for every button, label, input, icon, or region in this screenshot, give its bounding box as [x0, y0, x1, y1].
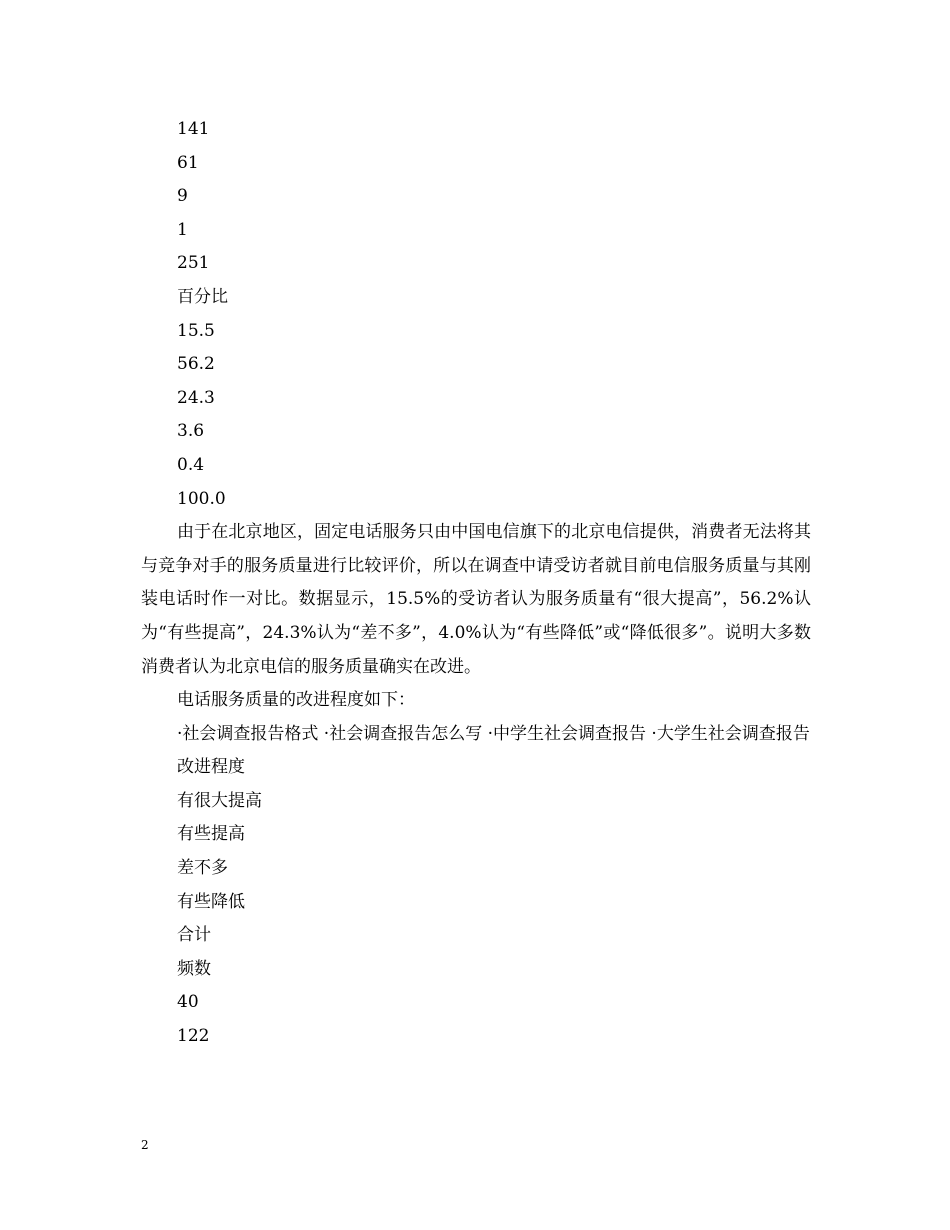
body-paragraph: 由于在北京地区，固定电话服务只由中国电信旗下的北京电信提供，消费者无法将其与竞争对手的服务质量进行比较评价，所以在调查中请受访者就目前电信服务质量与其刚装电话时作一对比。数据显示，15.5%的受访者认为服务质量有“很大提高”，56.2%认为“有些提高”，24.3%认为“差不多”，4.0%认为“有些降低”或“降低很多”。说明大多数消费者认为北京电信的服务质量确实在改进。 [141, 522, 811, 677]
text-line: 有些提高 [177, 824, 245, 845]
text-line: 百分比 [177, 286, 228, 307]
text-line: 3.6 [177, 421, 205, 442]
text-line: 9 [177, 186, 188, 207]
text-line: 100.0 [177, 488, 226, 509]
page-number: 2 [141, 1138, 149, 1152]
text-line: 24.3 [177, 387, 215, 408]
text-line: 15.5 [177, 320, 215, 341]
intro-paragraph: 电话服务质量的改进程度如下： [177, 690, 415, 711]
text-line: 频数 [177, 958, 211, 979]
text-line: 1 [177, 219, 188, 240]
text-line: 251 [177, 253, 210, 274]
text-line: 差不多 [177, 858, 228, 879]
text-line: 122 [177, 1026, 210, 1047]
text-line: 有很大提高 [177, 790, 262, 811]
document-body [141, 113, 811, 1054]
text-line: 改进程度 [177, 757, 245, 778]
text-line: 141 [177, 119, 210, 139]
text-line: 56.2 [177, 354, 215, 375]
text-line: 40 [177, 992, 199, 1013]
text-line: 合计 [177, 925, 211, 946]
related-links[interactable]: ·社会调查报告格式 ·社会调查报告怎么写 ·中学生社会调查报告 ·大学生社会调查报告 [177, 723, 810, 744]
text-line: 有些降低 [177, 891, 245, 912]
text-line: 0.4 [177, 454, 205, 475]
text-line: 61 [177, 152, 199, 173]
